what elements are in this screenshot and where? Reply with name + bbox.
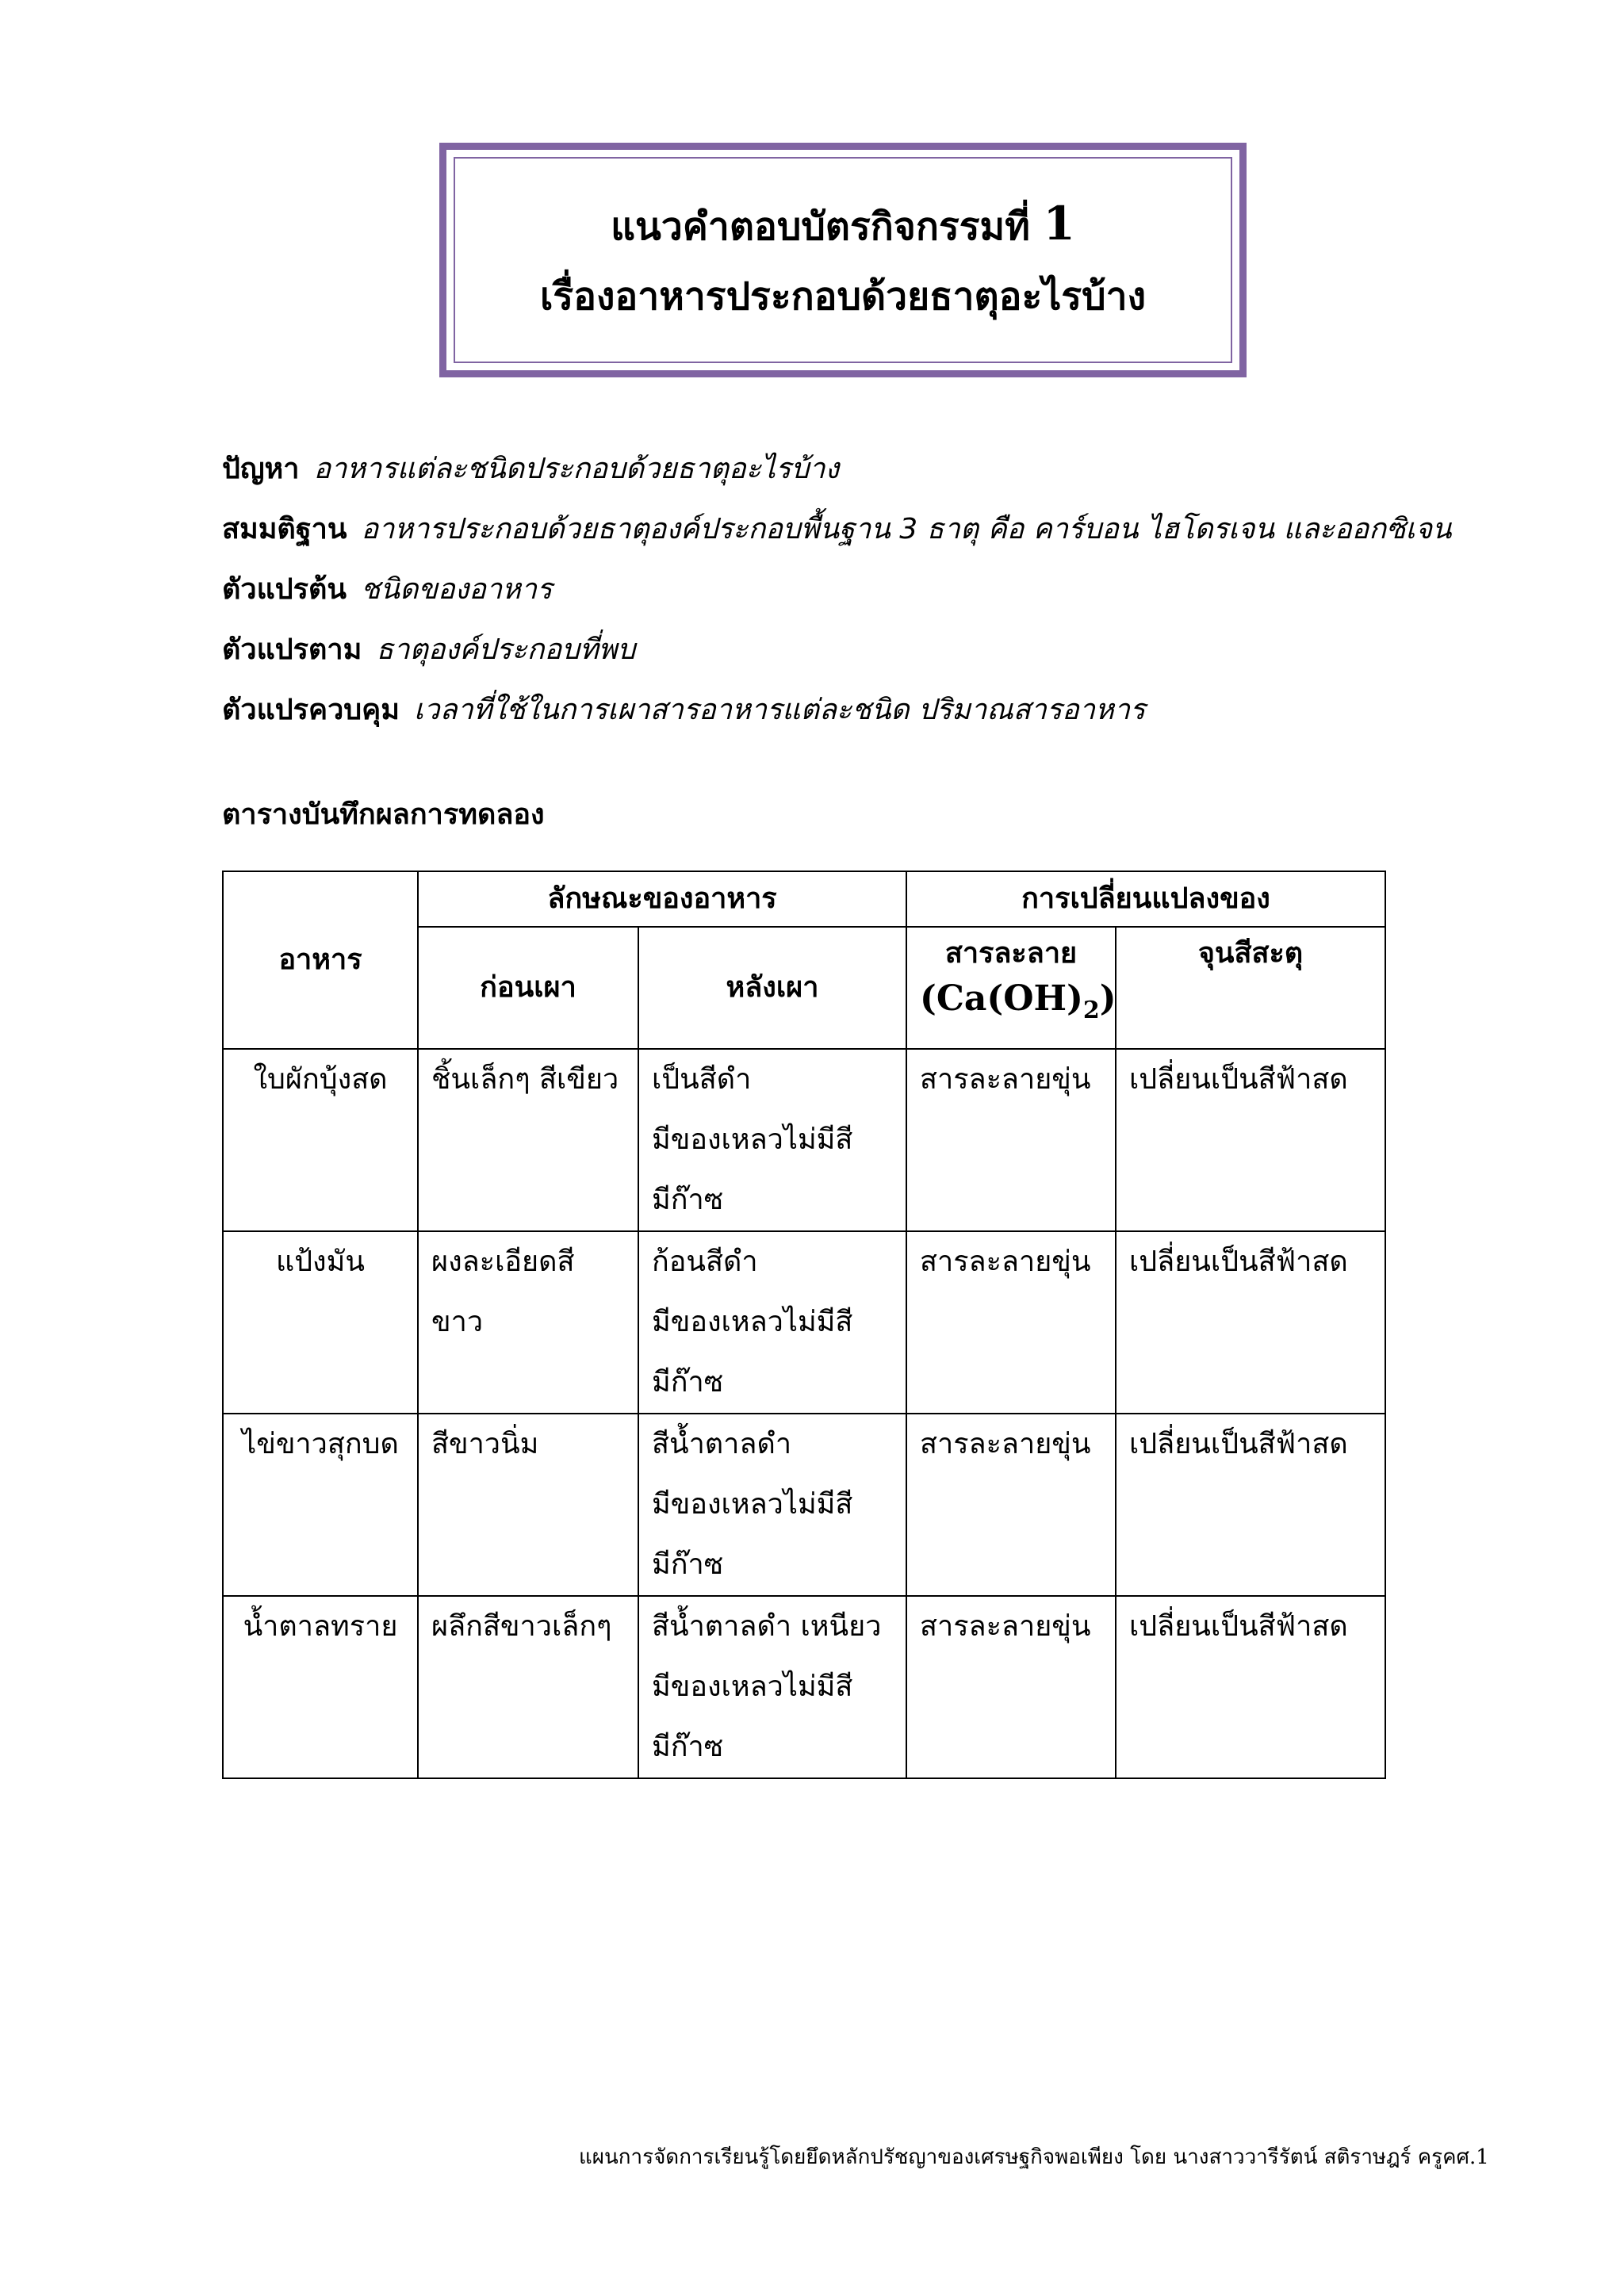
cobalt-cell: เปลี่ยนเป็นสีฟ้าสด — [1116, 1231, 1385, 1414]
title-box — [439, 143, 1247, 377]
table-caption: ตารางบันทึกผลการทดลอง — [222, 798, 545, 831]
formula-oh: OH — [1003, 978, 1067, 1019]
formula-paren: ) — [1099, 978, 1116, 1019]
cell-line: ชิ้นเล็กๆ สีเขียว — [431, 1063, 619, 1096]
title-text: แนวคำตอบบัตรกิจกรรมที่ — [611, 205, 1030, 249]
header-after-burning: หลังเผา — [638, 927, 906, 1049]
limewater-cell: สารละลายขุ่น — [906, 1231, 1116, 1414]
limewater-cell: สารละลายขุ่น — [906, 1049, 1116, 1231]
info-hypothesis — [222, 506, 1475, 566]
info-label: สมมติฐาน — [222, 513, 347, 545]
limewater-cell: สารละลายขุ่น — [906, 1414, 1116, 1596]
cell-line: มีก๊าซ — [652, 1731, 724, 1763]
cell-line: มีของเหลวไม่มีสี — [652, 1670, 853, 1703]
cell-line: ขาว — [431, 1306, 484, 1338]
food-name: ไข่ขาวสุกบด — [223, 1414, 418, 1596]
info-value: อาหารประกอบด้วยธาตุองค์ประกอบพื้นฐาน 3 ธาตุ คือ คาร์บอน ไฮโดรเจน และออกซิเจน — [361, 513, 1452, 545]
food-name: แป้งมัน — [223, 1231, 418, 1414]
before-burning-cell — [418, 1414, 638, 1596]
header-characteristics: ลักษณะของอาหาร — [418, 871, 906, 927]
results-table — [222, 871, 1386, 1779]
after-burning-cell — [638, 1596, 906, 1778]
before-burning-cell — [418, 1049, 638, 1231]
info-value: อาหารแต่ละชนิดประกอบด้วยธาตุอะไรบ้าง — [313, 453, 840, 485]
table-row — [223, 1231, 1385, 1414]
cell-line: มีของเหลวไม่มีสี — [652, 1306, 853, 1338]
table-header-row — [223, 871, 1385, 927]
header-before-burning: ก่อนเผา — [418, 927, 638, 1049]
formula-paren: ( — [986, 978, 1004, 1019]
cell-line: ผลึกสีขาวเล็กๆ — [431, 1610, 612, 1643]
after-burning-cell — [638, 1414, 906, 1596]
info-label: ตัวแปรควบคุม — [222, 694, 400, 726]
food-name: ใบผักบุ้งสด — [223, 1049, 418, 1231]
info-controlled-variable — [222, 687, 1475, 747]
cobalt-cell: เปลี่ยนเป็นสีฟ้าสด — [1116, 1596, 1385, 1778]
info-value: ธาตุองค์ประกอบที่พบ — [376, 633, 636, 666]
info-problem — [222, 446, 1475, 506]
after-burning-cell — [638, 1049, 906, 1231]
info-label: ตัวแปรต้น — [222, 573, 347, 606]
cobalt-cell: เปลี่ยนเป็นสีฟ้าสด — [1116, 1049, 1385, 1231]
formula-subscript: 2 — [1082, 996, 1100, 1024]
cell-line: สีน้ำตาลดำ — [652, 1428, 792, 1460]
header-limewater-label: สารละลาย — [944, 937, 1078, 970]
info-dependent-variable — [222, 626, 1475, 687]
info-value: ชนิดของอาหาร — [360, 573, 553, 606]
info-value: เวลาที่ใช้ในการเผาสารอาหารแต่ละชนิด ปริมาณสารอาหาร — [413, 694, 1146, 726]
header-changes: การเปลี่ยนแปลงของ — [906, 871, 1385, 927]
title-box-inner — [454, 157, 1232, 363]
header-cobalt-paper: จุนสีสะตุ — [1116, 927, 1385, 1049]
limewater-cell: สารละลายขุ่น — [906, 1596, 1116, 1778]
cell-line: สีน้ำตาลดำ เหนียว — [652, 1610, 882, 1643]
cell-line: มีก๊าซ — [652, 1366, 724, 1399]
table-row — [223, 1414, 1385, 1596]
cell-line: มีก๊าซ — [652, 1548, 724, 1581]
title-line-2: เรื่องอาหารประกอบด้วยธาตุอะไรบ้าง — [539, 274, 1147, 319]
cell-line: มีก๊าซ — [652, 1184, 724, 1216]
header-limewater-formula — [920, 974, 1116, 1036]
after-burning-cell — [638, 1231, 906, 1414]
header-limewater — [906, 927, 1116, 1049]
before-burning-cell — [418, 1596, 638, 1778]
cell-line: ก้อนสีดำ — [652, 1246, 758, 1278]
formula-ca: Ca — [936, 978, 987, 1019]
table-row — [223, 1596, 1385, 1778]
formula-paren: ( — [920, 978, 936, 1019]
page-footer: แผนการจัดการเรียนรู้โดยยึดหลักปรัชญาของเศรษฐกิจพอเพียง โดย นางสาววารีรัตน์ สติราษฎร์ ครูคศ.1 — [579, 2145, 1489, 2169]
cell-line: เป็นสีดำ — [652, 1063, 752, 1096]
before-burning-cell — [418, 1231, 638, 1414]
experiment-info — [222, 446, 1475, 747]
table-row — [223, 1049, 1385, 1231]
food-name: น้ำตาลทราย — [223, 1596, 418, 1778]
header-food: อาหาร — [223, 871, 418, 1049]
cell-line: มีของเหลวไม่มีสี — [652, 1123, 853, 1156]
info-independent-variable — [222, 566, 1475, 626]
formula-paren: ) — [1067, 978, 1083, 1019]
cell-line: ผงละเอียดสี — [431, 1246, 575, 1278]
cobalt-cell: เปลี่ยนเป็นสีฟ้าสด — [1116, 1414, 1385, 1596]
info-label: ตัวแปรตาม — [222, 633, 362, 666]
cell-line: สีขาวนิ่ม — [431, 1428, 539, 1460]
cell-line: มีของเหลวไม่มีสี — [652, 1488, 853, 1521]
info-label: ปัญหา — [222, 453, 300, 485]
title-line-1 — [611, 189, 1075, 262]
title-number: 1 — [1043, 197, 1075, 251]
